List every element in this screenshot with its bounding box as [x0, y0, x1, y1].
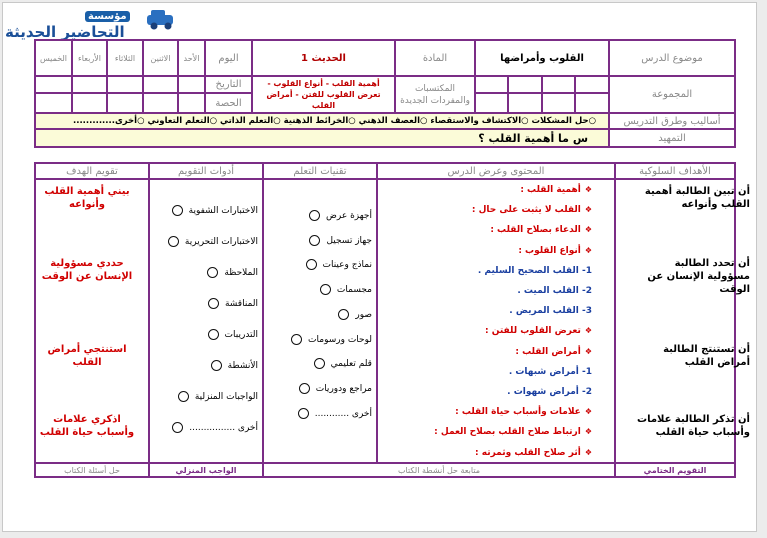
tool-option[interactable]: الاختبارات الشفوية: [172, 205, 258, 216]
period-label: الحصة: [205, 93, 252, 113]
logo-subtitle: مؤسسة: [85, 11, 130, 22]
content-item: 2- القلب الميت .: [517, 286, 592, 296]
content-item: 3- القلب المريض .: [509, 306, 592, 317]
topic-label: موضوع الدرس: [609, 40, 735, 76]
bullet-icon: ❖: [584, 245, 592, 255]
radio-circle-icon[interactable]: [298, 408, 309, 419]
tool-option[interactable]: المناقشة: [208, 298, 258, 309]
radio-circle-icon[interactable]: [338, 309, 349, 320]
techniques-column: [263, 179, 377, 463]
final-eval-value: متابعة حل أنشطة الكتاب: [263, 463, 615, 477]
radio-circle-icon[interactable]: [211, 360, 222, 371]
method-option[interactable]: ○التعلم الذاتي: [220, 116, 281, 126]
intro-question: س ما أهمية القلب ؟: [35, 129, 609, 147]
radio-circle-icon[interactable]: [168, 236, 179, 247]
radio-circle-icon[interactable]: [306, 259, 317, 270]
homework-value: حل أسئلة الكتاب: [35, 463, 149, 477]
radio-circle-icon[interactable]: [291, 334, 302, 345]
tool-option[interactable]: الأنشطة: [211, 360, 258, 371]
bullet-icon: ❖: [584, 205, 592, 215]
content-item: ❖أثر صلاح القلب وثمرته :: [475, 447, 592, 458]
radio-circle-icon[interactable]: [208, 298, 219, 309]
subject-label: المادة: [395, 40, 475, 76]
techniques-header: تقنيات التعلم: [263, 163, 377, 179]
teaching-methods-list: [35, 113, 609, 129]
objective-item: أن تبين الطالبة أهمية القلب وأنواعه: [644, 186, 750, 210]
content-item: ❖القلب لا يثبت على حال :: [471, 205, 592, 216]
content-item: ❖ارتباط صلاح القلب بصلاح العمل :: [434, 427, 592, 438]
content-item: ❖الدعاء بصلاح القلب :: [490, 225, 592, 236]
bullet-icon: ❖: [584, 407, 592, 417]
content-column: [377, 179, 615, 463]
content-item: ❖علامات وأسباب حياة القلب :: [455, 407, 592, 418]
radio-circle-icon[interactable]: [314, 358, 325, 369]
goal-eval-item: بيني أهمية القلب وأنواعه: [44, 186, 130, 210]
vocab-label: المكتسبات والمفردات الجديدة: [395, 76, 475, 113]
content-item: ❖أنواع القلوب :: [518, 245, 592, 256]
radio-circle-icon[interactable]: [309, 210, 320, 221]
objectives-header: الأهداف السلوكية: [615, 163, 735, 179]
content-item: 1- القلب الصحيح السليم .: [477, 265, 592, 276]
technique-option[interactable]: مجسمات: [320, 284, 372, 295]
tools-column: [149, 179, 263, 463]
objective-item: أن تستنتج الطالبة أمراض القلب: [663, 344, 750, 368]
day-wednesday: الأربعاء: [72, 40, 107, 76]
content-item: 2- أمراض شهوات .: [507, 387, 592, 397]
day-sunday: الأحد: [178, 40, 205, 76]
radio-circle-icon[interactable]: [172, 422, 183, 433]
header-table: [34, 39, 736, 148]
goal-eval-item: اذكري علامات وأسباب حياة القلب: [39, 414, 135, 438]
technique-option[interactable]: جهاز تسجيل: [309, 235, 372, 246]
technique-option[interactable]: قلم تعليمي: [314, 358, 372, 369]
tool-option[interactable]: الواجبات المنزلية: [178, 391, 258, 402]
radio-circle-icon[interactable]: [320, 284, 331, 295]
vocab-value: أهمية القلب - أنواع القلوب - تعرض القلوب للفتن - أمراض القلب: [252, 76, 395, 113]
method-option[interactable]: ○الاكتشاف والاستقصاء: [430, 116, 529, 126]
objective-item: أن تذكر الطالبة علامات وأسباب حياة القلب: [637, 414, 750, 438]
delivery-car-icon: [145, 7, 179, 33]
goal-eval-item: حددي مسؤولية الإنسان عن الوقت: [41, 258, 133, 282]
radio-circle-icon[interactable]: [309, 235, 320, 246]
method-option[interactable]: ○الخرائط الذهنية: [283, 116, 356, 126]
content-item: ❖أهمية القلب :: [520, 185, 592, 195]
radio-circle-icon[interactable]: [208, 329, 219, 340]
tool-option[interactable]: الاختبارات التحريرية: [168, 236, 258, 247]
bullet-icon: ❖: [584, 447, 592, 457]
day-monday: الاثنين: [143, 40, 178, 76]
lesson-body-table: [34, 162, 736, 478]
date-label: التاريخ: [205, 76, 252, 93]
objective-item: أن تحدد الطالبة مسؤولية الإنسان عن الوقت: [647, 258, 750, 295]
day-label: اليوم: [205, 40, 252, 76]
technique-option[interactable]: نماذج وعينات: [306, 259, 373, 270]
method-option[interactable]: ○التعلم التعاوني: [147, 116, 218, 126]
intro-label: التمهيد: [609, 129, 735, 147]
day-thursday: الخميس: [35, 40, 72, 76]
day-tuesday: الثلاثاء: [107, 40, 143, 76]
logo-title: التحاضير الحديثة: [5, 23, 125, 41]
technique-option[interactable]: مراجع ودوريات: [299, 383, 372, 394]
content-item: ❖تعرض القلوب للفتن :: [485, 326, 592, 337]
homework-label: الواجب المنزلي: [149, 463, 263, 477]
content-item: 1- أمراض شبهات .: [508, 366, 592, 377]
bullet-icon: ❖: [584, 225, 592, 235]
lesson-plan-page: [2, 2, 757, 532]
bullet-icon: ❖: [584, 326, 592, 336]
content-header: المحتوى وعرض الدرس: [377, 163, 615, 179]
bullet-icon: ❖: [584, 346, 592, 356]
publisher-logo: [5, 5, 180, 43]
technique-option[interactable]: صور: [338, 309, 372, 320]
topic-value: القلوب وأمراضها: [475, 40, 609, 76]
tools-header: أدوات التقويم: [149, 163, 263, 179]
bullet-icon: ❖: [584, 427, 592, 437]
technique-option[interactable]: أجهزة عرض: [309, 210, 372, 221]
bullet-icon: ❖: [584, 185, 592, 194]
radio-circle-icon[interactable]: [172, 205, 183, 216]
methods-label: أساليب وطرق التدريس: [609, 113, 735, 129]
method-option[interactable]: ○أخرى.............: [73, 116, 145, 126]
content-item: ❖أمراض القلب :: [515, 346, 592, 357]
group-label: المجموعة: [609, 76, 735, 113]
final-eval-label: التقويم الختامي: [615, 463, 735, 477]
technique-option[interactable]: لوحات ورسومات: [291, 334, 372, 345]
tool-option[interactable]: أخرى ................: [172, 422, 258, 433]
radio-circle-icon[interactable]: [207, 267, 218, 278]
lesson-title: الحديث 1: [252, 40, 395, 76]
tool-option[interactable]: التدريبات: [208, 329, 258, 340]
technique-option[interactable]: أخرى ............: [298, 408, 372, 419]
method-option[interactable]: ○حل المشكلات: [531, 116, 597, 126]
goal-eval-header: تقويم الهدف: [35, 163, 149, 179]
tool-option[interactable]: الملاحظة: [207, 267, 258, 278]
method-option[interactable]: ○العصف الذهني: [358, 116, 428, 126]
radio-circle-icon[interactable]: [178, 391, 189, 402]
radio-circle-icon[interactable]: [299, 383, 310, 394]
goal-eval-item: استنتجي أمراض القلب: [47, 344, 127, 368]
